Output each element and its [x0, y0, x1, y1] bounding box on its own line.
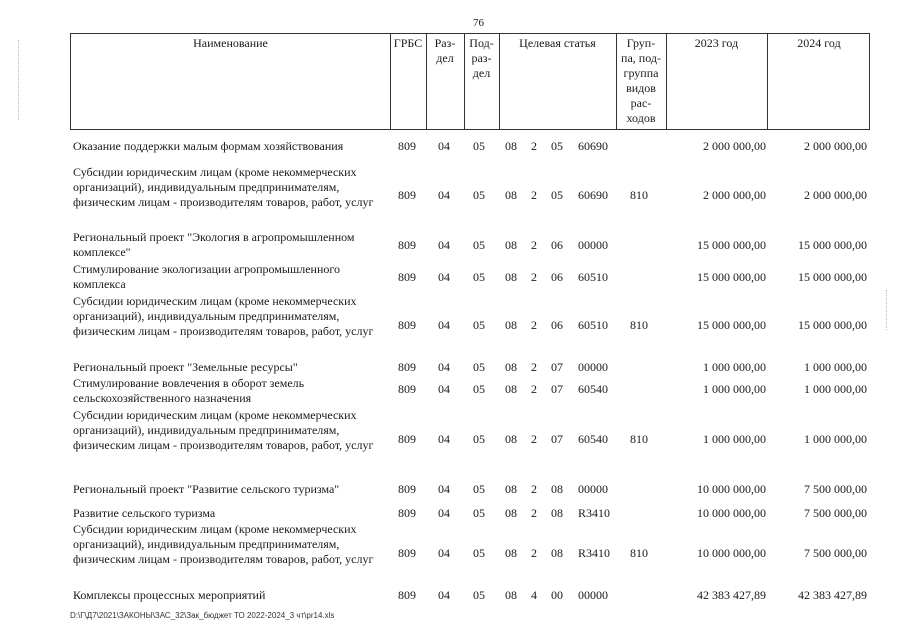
- cell-2024: 15 000 000,00: [798, 238, 867, 252]
- row-name: Субсидии юридическим лицам (кроме некоммерческих организаций), индивидуальным предпринимателям, физическим лицам - производителям товаров, работ, услуг: [73, 522, 374, 566]
- table-row: [0, 139, 905, 157]
- cell-podrazdel: 05: [473, 238, 485, 252]
- cell-target-2: 2: [531, 270, 537, 284]
- table-row: [0, 408, 905, 470]
- row-name: Региональный проект "Развитие сельского туризма": [73, 482, 340, 496]
- row-name: Субсидии юридическим лицам (кроме некоммерческих организаций), индивидуальным предпринимателям, физическим лицам - производителям товаров, работ, услуг: [73, 408, 374, 452]
- header-name: Наименование: [193, 36, 268, 50]
- cell-podrazdel: 05: [473, 360, 485, 374]
- row-name: Субсидии юридическим лицам (кроме некоммерческих организаций), индивидуальным предпринимателям, физическим лицам - производителям товаров, работ, услуг: [73, 165, 374, 209]
- cell-2024: 7 500 000,00: [804, 506, 867, 520]
- cell-target-2: 4: [531, 588, 537, 602]
- header-razdel: Раз- дел: [434, 36, 456, 65]
- row-name: Развитие сельского туризма: [73, 506, 216, 520]
- cell-target-3: 06: [551, 270, 563, 284]
- cell-target-1: 08: [505, 588, 517, 602]
- table-header: [70, 33, 870, 130]
- cell-target-4: 60510: [578, 270, 608, 284]
- scan-edge-mark: [18, 40, 19, 120]
- cell-target-3: 08: [551, 506, 563, 520]
- row-name: Региональный проект "Земельные ресурсы": [73, 360, 298, 374]
- cell-target-2: 2: [531, 360, 537, 374]
- cell-target-2: 2: [531, 318, 537, 332]
- cell-razdel: 04: [438, 506, 450, 520]
- table-row: [0, 506, 905, 522]
- cell-2024: 42 383 427,89: [798, 588, 867, 602]
- table-row: [0, 376, 905, 408]
- cell-podrazdel: 05: [473, 270, 485, 284]
- cell-2023: 10 000 000,00: [697, 482, 766, 496]
- cell-2024: 1 000 000,00: [804, 382, 867, 396]
- cell-podrazdel: 05: [473, 506, 485, 520]
- table-row: [0, 294, 905, 356]
- cell-target-2: 2: [531, 382, 537, 396]
- cell-target-2: 2: [531, 188, 537, 202]
- header-expense-group: Груп- па, под- группа видов рас- ходов: [621, 36, 661, 125]
- cell-target-3: 08: [551, 482, 563, 496]
- cell-grbs: 809: [398, 546, 416, 560]
- cell-razdel: 04: [438, 382, 450, 396]
- cell-2023: 1 000 000,00: [703, 432, 766, 446]
- cell-group: 810: [630, 318, 648, 332]
- cell-target-2: 2: [531, 506, 537, 520]
- cell-2023: 2 000 000,00: [703, 139, 766, 153]
- cell-target-4: 60540: [578, 432, 608, 446]
- cell-2023: 10 000 000,00: [697, 506, 766, 520]
- cell-podrazdel: 05: [473, 318, 485, 332]
- cell-razdel: 04: [438, 588, 450, 602]
- cell-target-4: R3410: [578, 546, 611, 560]
- cell-razdel: 04: [438, 188, 450, 202]
- cell-2023: 42 383 427,89: [697, 588, 766, 602]
- table-row: [0, 230, 905, 262]
- cell-razdel: 04: [438, 432, 450, 446]
- cell-target-1: 08: [505, 188, 517, 202]
- cell-target-3: 06: [551, 318, 563, 332]
- table-row: [0, 360, 905, 376]
- cell-target-1: 08: [505, 546, 517, 560]
- row-name: Оказание поддержки малым формам хозяйствования: [73, 139, 344, 153]
- cell-podrazdel: 05: [473, 188, 485, 202]
- table-row: [0, 522, 905, 584]
- cell-target-1: 08: [505, 360, 517, 374]
- cell-grbs: 809: [398, 360, 416, 374]
- cell-podrazdel: 05: [473, 482, 485, 496]
- file-path-footer: D:\Г\Д7\2021\ЗАКОНЫ\ЗАС_32\Зак_бюджет ТО 2022-2024_3 чт\pr14.xls: [70, 611, 335, 620]
- cell-target-3: 05: [551, 188, 563, 202]
- cell-target-3: 08: [551, 546, 563, 560]
- cell-target-2: 2: [531, 482, 537, 496]
- cell-target-4: 00000: [578, 238, 608, 252]
- row-name: Региональный проект "Экология в агропромышленном комплексе": [73, 230, 355, 259]
- cell-target-1: 08: [505, 270, 517, 284]
- cell-2024: 7 500 000,00: [804, 546, 867, 560]
- cell-group: 810: [630, 432, 648, 446]
- cell-grbs: 809: [398, 588, 416, 602]
- cell-target-3: 07: [551, 382, 563, 396]
- cell-2023: 15 000 000,00: [697, 318, 766, 332]
- cell-group: 810: [630, 546, 648, 560]
- cell-razdel: 04: [438, 238, 450, 252]
- table-row: [0, 588, 905, 604]
- cell-grbs: 809: [398, 238, 416, 252]
- cell-razdel: 04: [438, 360, 450, 374]
- cell-target-4: 60510: [578, 318, 608, 332]
- row-name: Стимулирование экологизации агропромышленного комплекса: [73, 262, 340, 291]
- cell-podrazdel: 05: [473, 139, 485, 153]
- cell-target-1: 08: [505, 482, 517, 496]
- cell-target-4: 00000: [578, 588, 608, 602]
- cell-grbs: 809: [398, 382, 416, 396]
- cell-target-4: 00000: [578, 482, 608, 496]
- cell-grbs: 809: [398, 432, 416, 446]
- cell-podrazdel: 05: [473, 588, 485, 602]
- cell-2023: 1 000 000,00: [703, 360, 766, 374]
- cell-2024: 7 500 000,00: [804, 482, 867, 496]
- cell-target-3: 05: [551, 139, 563, 153]
- cell-target-1: 08: [505, 139, 517, 153]
- cell-podrazdel: 05: [473, 382, 485, 396]
- cell-razdel: 04: [438, 482, 450, 496]
- cell-target-4: 60690: [578, 139, 608, 153]
- cell-grbs: 809: [398, 482, 416, 496]
- table-row: [0, 482, 905, 498]
- cell-2023: 10 000 000,00: [697, 546, 766, 560]
- cell-grbs: 809: [398, 318, 416, 332]
- cell-razdel: 04: [438, 270, 450, 284]
- cell-target-3: 07: [551, 360, 563, 374]
- cell-podrazdel: 05: [473, 546, 485, 560]
- header-2023: 2023 год: [694, 36, 739, 50]
- cell-2024: 15 000 000,00: [798, 270, 867, 284]
- cell-2023: 15 000 000,00: [697, 238, 766, 252]
- cell-2024: 1 000 000,00: [804, 360, 867, 374]
- cell-2023: 2 000 000,00: [703, 188, 766, 202]
- cell-target-2: 2: [531, 546, 537, 560]
- cell-group: 810: [630, 188, 648, 202]
- header-2024: 2024 год: [797, 36, 841, 50]
- cell-target-2: 2: [531, 432, 537, 446]
- cell-target-3: 00: [551, 588, 563, 602]
- cell-2023: 1 000 000,00: [703, 382, 766, 396]
- cell-target-2: 2: [531, 238, 537, 252]
- table-row: [0, 262, 905, 294]
- cell-target-1: 08: [505, 318, 517, 332]
- cell-target-4: R3410: [578, 506, 611, 520]
- cell-grbs: 809: [398, 188, 416, 202]
- row-name: Субсидии юридическим лицам (кроме некоммерческих организаций), индивидуальным предпринимателям, физическим лицам - производителям товаров, работ, услуг: [73, 294, 374, 338]
- cell-2024: 15 000 000,00: [798, 318, 867, 332]
- cell-podrazdel: 05: [473, 432, 485, 446]
- cell-2024: 2 000 000,00: [804, 139, 867, 153]
- cell-target-4: 60540: [578, 382, 608, 396]
- cell-grbs: 809: [398, 270, 416, 284]
- cell-target-1: 08: [505, 506, 517, 520]
- cell-target-4: 60690: [578, 188, 608, 202]
- cell-grbs: 809: [398, 139, 416, 153]
- row-name: Стимулирование вовлечения в оборот земель сельскохозяйственного назначения: [73, 376, 305, 405]
- cell-grbs: 809: [398, 506, 416, 520]
- row-name: Комплексы процессных мероприятий: [73, 588, 266, 602]
- cell-2023: 15 000 000,00: [697, 270, 766, 284]
- cell-target-3: 06: [551, 238, 563, 252]
- cell-2024: 1 000 000,00: [804, 432, 867, 446]
- cell-target-4: 00000: [578, 360, 608, 374]
- cell-razdel: 04: [438, 139, 450, 153]
- cell-target-1: 08: [505, 238, 517, 252]
- scan-edge-mark: [886, 290, 887, 330]
- cell-2024: 2 000 000,00: [804, 188, 867, 202]
- cell-razdel: 04: [438, 318, 450, 332]
- header-grbs: ГРБС: [393, 36, 423, 50]
- cell-target-2: 2: [531, 139, 537, 153]
- cell-target-1: 08: [505, 382, 517, 396]
- table-row: [0, 165, 905, 227]
- header-podrazdel: Под- раз- дел: [469, 36, 494, 80]
- cell-target-1: 08: [505, 432, 517, 446]
- page-number: 76: [473, 17, 484, 29]
- cell-razdel: 04: [438, 546, 450, 560]
- cell-target-3: 07: [551, 432, 563, 446]
- header-target-article: Целевая статья: [519, 36, 596, 50]
